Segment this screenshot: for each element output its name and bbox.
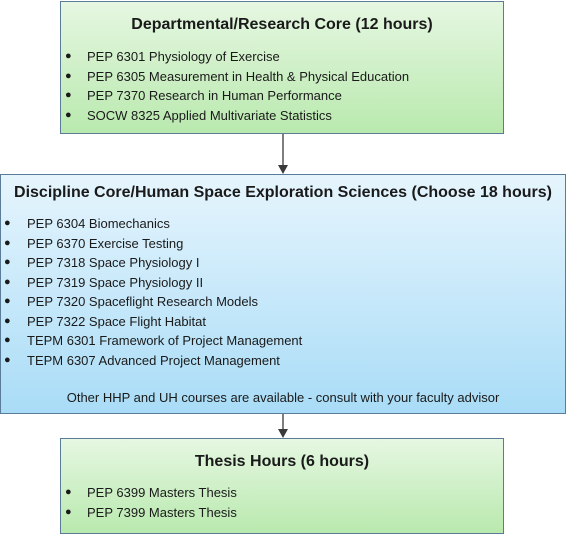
- list-item: ● PEP 7318 Space Physiology I: [4, 255, 200, 270]
- list-item: ● TEPM 6301 Framework of Project Management: [4, 333, 303, 348]
- list-item: ● PEP 6399 Masters Thesis: [65, 485, 237, 500]
- list-item: ● PEP 7322 Space Flight Habitat: [4, 313, 206, 329]
- thesis-hours-title: Thesis Hours (6 hours): [194, 453, 370, 470]
- discipline-core-title: Discipline Core/Human Space Exploration Sciences (Choose 18 hours): [14, 184, 552, 201]
- list-item: ● PEP 6305 Measurement in Health & Physical Education: [65, 68, 410, 84]
- research-core-list: [61, 47, 409, 125]
- discipline-core-box: [0, 174, 566, 414]
- list-item: ● PEP 7320 Spaceflight Research Models: [4, 294, 259, 309]
- list-item: ● PEP 6301 Physiology of Exercise: [65, 49, 280, 64]
- arrow-down-icon: [276, 134, 290, 174]
- list-item: ● PEP 7370 Research in Human Performance: [65, 88, 342, 103]
- discipline-core-list: [1, 214, 302, 370]
- thesis-hours-list: [61, 483, 237, 522]
- thesis-hours-box: [60, 438, 504, 534]
- list-item: ● PEP 7319 Space Physiology II: [4, 274, 204, 290]
- list-item: ● SOCW 8325 Applied Multivariate Statistics: [65, 107, 332, 123]
- research-core-box: [60, 1, 504, 134]
- list-item: ● TEPM 6307 Advanced Project Management: [4, 352, 280, 368]
- advisor-note: Other HHP and UH courses are available - consult with your faculty advisor: [66, 390, 500, 405]
- list-item: ● PEP 7399 Masters Thesis: [65, 504, 237, 520]
- list-item: ● PEP 6370 Exercise Testing: [4, 235, 184, 251]
- research-core-title: Departmental/Research Core (12 hours): [131, 16, 433, 33]
- list-item: ● PEP 6304 Biomechanics: [4, 216, 170, 231]
- arrow-down-icon: [276, 414, 290, 438]
